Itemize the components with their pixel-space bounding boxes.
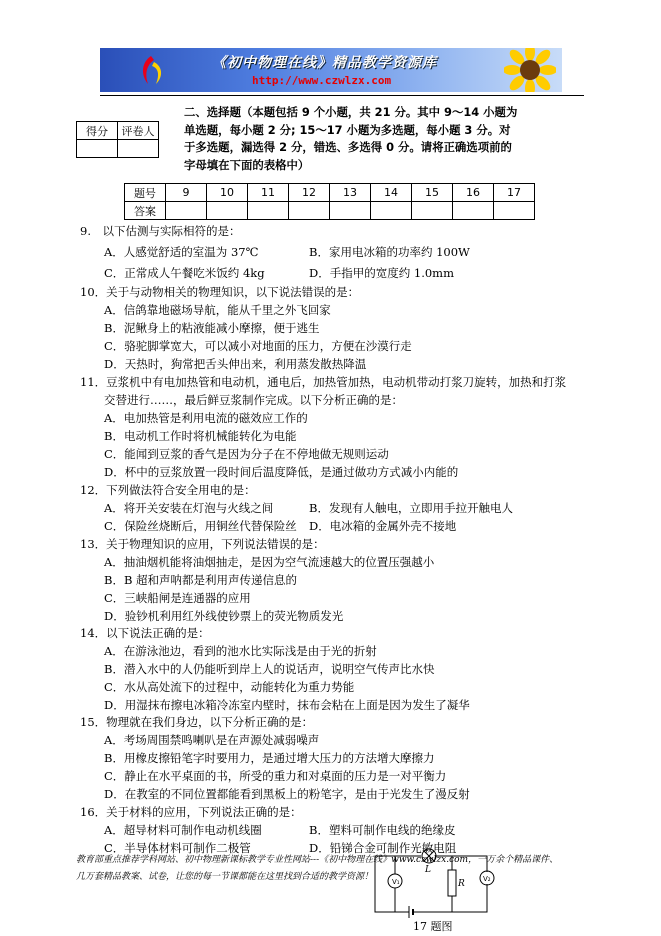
footer-line-1: 教育部重点推荐学科网站、初中物理新课标教学专业性网站---《初中物理在线》www.czwlzx.com，一万余个精品课件、: [76, 855, 559, 865]
option: B．用橡皮擦铅笔字时要用力，是通过增大压力的方法增大摩擦力: [104, 751, 435, 765]
option: A．超导材料可制作电动机线圈: [104, 823, 262, 837]
option: B．B 超和声呐都是利用声传递信息的: [104, 573, 298, 587]
grader-label: 评卷人: [118, 122, 159, 140]
answer-table-row2-label: 答案: [125, 202, 166, 220]
answer-cell[interactable]: [371, 202, 412, 220]
site-banner: [100, 48, 562, 92]
option: B．塑料可制作电线的绝缘皮: [309, 823, 456, 837]
option: C．静止在水平桌面的书，所受的重力和对桌面的压力是一对平衡力: [104, 769, 447, 783]
option: C．半导体材料可制作二极管: [104, 841, 251, 855]
answer-cell[interactable]: [166, 202, 207, 220]
option: C．保险丝烧断后，用铜丝代替保险丝: [104, 519, 297, 533]
question-stem: 16．关于材料的应用，下列说法正确的是：: [80, 805, 302, 819]
question-stem: 15．物理就在我们身边，以下分析正确的是：: [80, 715, 314, 729]
site-logo-icon: [134, 54, 168, 86]
option: C．骆驼脚掌宽大，可以减小对地面的压力，方便在沙漠行走: [104, 339, 412, 353]
answer-table-number: 12: [289, 184, 330, 202]
answer-table-number: 10: [207, 184, 248, 202]
answer-cell[interactable]: [289, 202, 330, 220]
answer-table-number: 11: [248, 184, 289, 202]
option: B．电动机工作时将机械能转化为电能: [104, 429, 297, 443]
question-stem: 13．关于物理知识的应用，下列说法错误的是：: [80, 537, 325, 551]
option: B．泥鳅身上的粘液能减小摩擦，便于逃生: [104, 321, 320, 335]
option: B．潜入水中的人仍能听到岸上人的说话声，说明空气传声比水快: [104, 662, 435, 676]
option: D．手指甲的宽度约 1.0mm: [309, 266, 454, 280]
option: A．电加热管是利用电流的磁效应工作的: [104, 411, 308, 425]
option: C．三峡船闸是连通器的应用: [104, 591, 251, 605]
answer-table-number: 13: [330, 184, 371, 202]
option: D．天热时，狗常把舌头伸出来，利用蒸发散热降温: [104, 357, 367, 371]
v1-label: V₁: [392, 878, 400, 886]
option: D．杯中的豆浆放置一段时间后温度降低，是通过做功方式减小内能的: [104, 465, 459, 479]
resistor-label: R: [458, 879, 465, 889]
score-label: 得分: [77, 122, 118, 140]
answer-cell[interactable]: [207, 202, 248, 220]
score-cell[interactable]: [77, 140, 118, 158]
score-box: [76, 121, 159, 158]
option: C．水从高处流下的过程中，动能转化为重力势能: [104, 680, 355, 694]
header-rule: [100, 95, 584, 96]
question-stem: 12．下列做法符合安全用电的是：: [80, 483, 256, 497]
question-stem: 9. 以下估测与实际相符的是：: [80, 224, 241, 238]
option: A．将开关安装在灯泡与火线之间: [104, 501, 274, 515]
section-heading: 二、选择题（本题包括 9 个小题，共 21 分。其中 9～14 小题为单选题，每小题 2 分; 15～17 小题为多选题，每小题 3 分。对于多选题，漏选得 2 分，错选、多选得 0 分。请将正确选项前的字母填在下面的表格中）: [184, 105, 518, 172]
option: B．发现有人触电，立即用手拉开触电人: [309, 501, 513, 515]
option: B．家用电冰箱的功率约 100W: [309, 245, 470, 259]
option: A．人感觉舒适的室温为 37℃: [104, 245, 259, 259]
option: C．正常成人午餐吃米饭约 4kg: [104, 266, 265, 280]
answer-cell[interactable]: [248, 202, 289, 220]
option: A．信鸽靠地磁场导航，能从千里之外飞回家: [104, 303, 331, 317]
answer-cell[interactable]: [412, 202, 453, 220]
option: A．抽油烟机能将油烟抽走，是因为空气流速越大的位置压强越小: [104, 555, 435, 569]
answer-table-number: 16: [453, 184, 494, 202]
option: A．考场周围禁鸣喇叭是在声源处减弱噪声: [104, 733, 320, 747]
question-stem: 10．关于与动物相关的物理知识，以下说法错误的是：: [80, 285, 360, 299]
grader-cell[interactable]: [118, 140, 159, 158]
footer: [76, 852, 596, 886]
option: D．在教室的不同位置都能看到黑板上的粉笔字，是由于光发生了漫反射: [104, 787, 470, 801]
answer-table-number: 17: [494, 184, 535, 202]
question-stem: 14．以下说法正确的是：: [80, 626, 210, 640]
v2-label: V₂: [483, 875, 491, 883]
sunflower-icon: [504, 48, 556, 92]
answer-table-number: 14: [371, 184, 412, 202]
footer-line-2: 几万套精品教案、试卷，让您的每一节课都能在这里找到合适的教学资源！: [76, 872, 374, 882]
option: D．用湿抹布擦电冰箱冷冻室内壁时，抹布会粘在上面是因为发生了凝华: [104, 698, 470, 712]
answer-cell[interactable]: [494, 202, 535, 220]
option: D．铅锑合金可制作光敏电阻: [309, 841, 457, 855]
answer-table-number: 15: [412, 184, 453, 202]
answer-cell[interactable]: [330, 202, 371, 220]
option: C．能闻到豆浆的香气是因为分子在不停地做无规则运动: [104, 447, 389, 461]
answer-table-number: 9: [166, 184, 207, 202]
question-stem: 11．豆浆机中有电加热管和电动机，通电后，加热管加热，电动机带动打浆刀旋转，加热和打浆: [80, 375, 567, 389]
option: D．验钞机利用红外线使钞票上的荧光物质发光: [104, 609, 344, 623]
banner-title: 《初中物理在线》精品教学资源库: [212, 55, 437, 71]
banner-url[interactable]: http://www.czwlzx.com: [252, 74, 392, 87]
figure-caption: 17 题图: [413, 920, 453, 933]
answer-table-row1-label: 题号: [125, 184, 166, 202]
question-stem-cont: 交替进行……，最后鲜豆浆制作完成。以下分析正确的是：: [104, 393, 403, 407]
option: D．电冰箱的金属外壳不接地: [309, 519, 457, 533]
answer-table: [124, 183, 535, 220]
lamp-label: L: [425, 865, 431, 875]
answer-cell[interactable]: [453, 202, 494, 220]
option: A．在游泳池边，看到的池水比实际浅是由于光的折射: [104, 644, 377, 658]
